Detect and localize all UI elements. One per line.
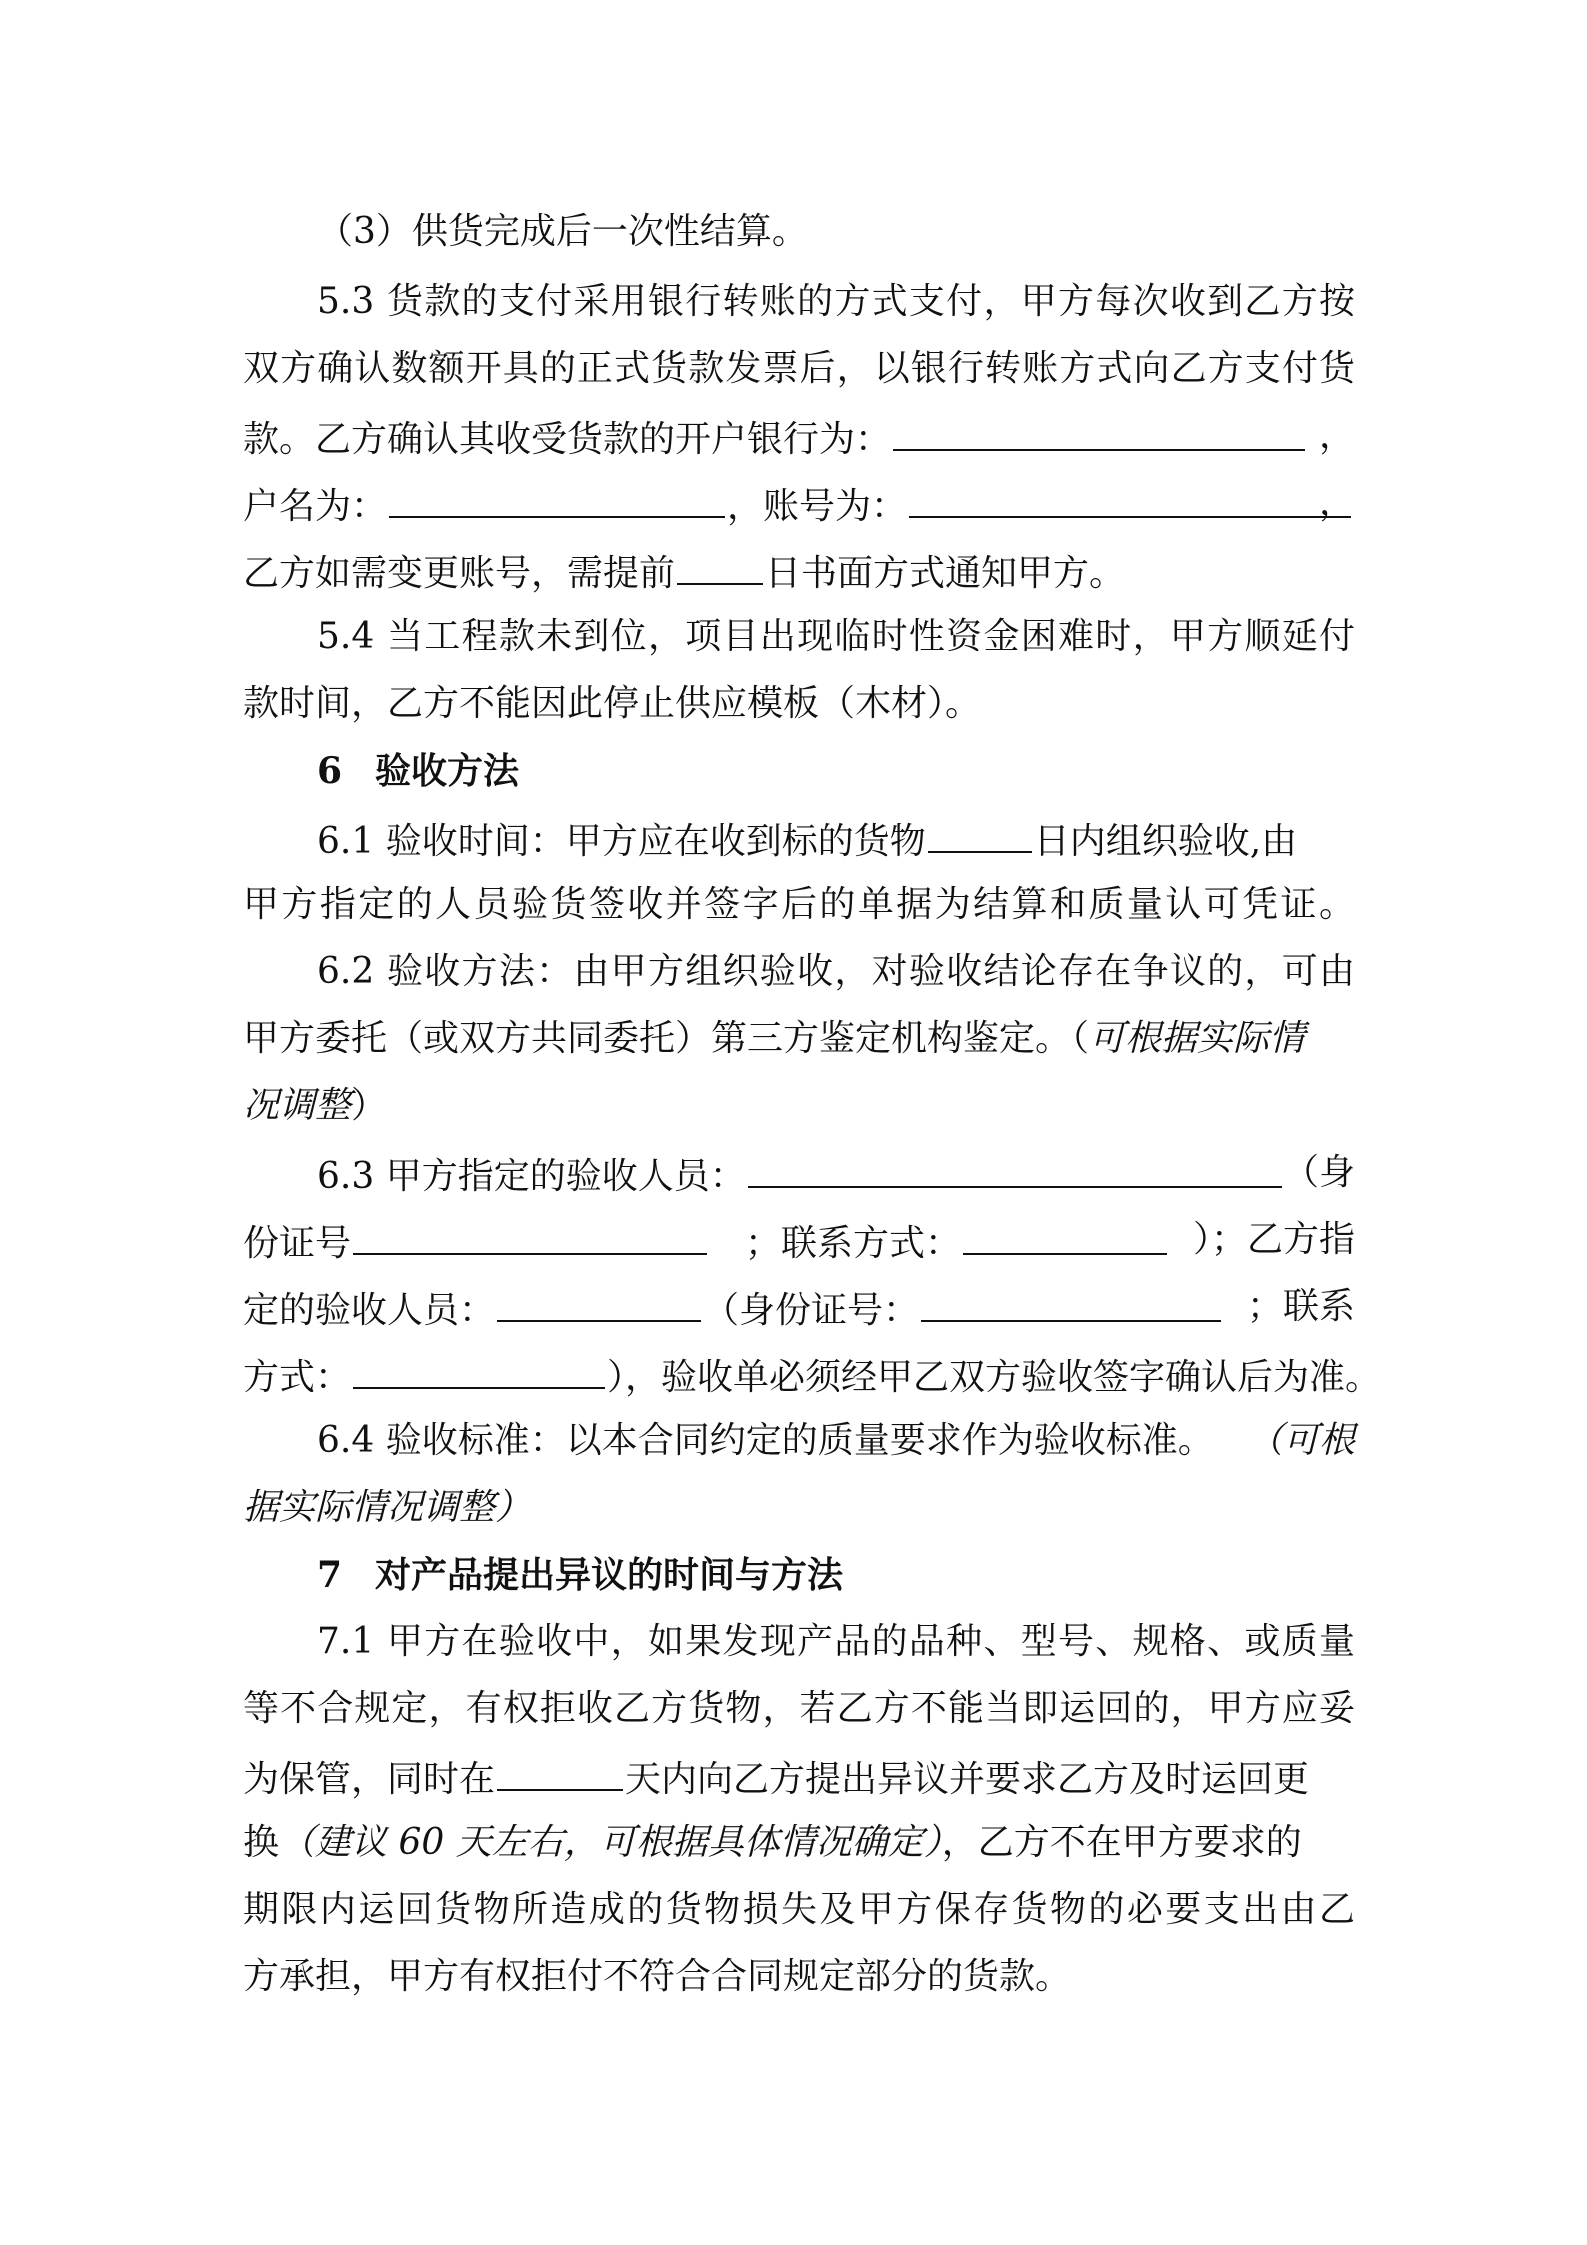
- objection-days-blank[interactable]: [497, 1749, 623, 1791]
- paragraph-5-4-line-1: 5.4 当工程款未到位，项目出现临时性资金困难时，甲方顺延付: [317, 616, 1355, 657]
- paragraph-7-1-line-3: 为保管，同时在 天内向乙方提出异议并要求乙方及时运回更: [243, 1749, 1355, 1803]
- bank-name-blank[interactable]: [893, 409, 1305, 451]
- paragraph-6-4-line-2: 据实际情况调整）: [243, 1487, 532, 1528]
- account-holder-blank[interactable]: [389, 476, 725, 518]
- paragraph-6-1-line-1: 6.1 验收时间：甲方应在收到标的货物 日内组织验收,由: [317, 811, 1355, 865]
- notice-days-blank[interactable]: [677, 543, 763, 585]
- paragraph-6-2-line-3: 况调整）: [243, 1085, 388, 1126]
- paragraph-7-1-line-2: 等不合规定，有权拒收乙方货物，若乙方不能当即运回的，甲方应妥: [243, 1688, 1355, 1729]
- account-number-blank[interactable]: [909, 476, 1351, 518]
- seller-contact-blank[interactable]: [353, 1347, 605, 1389]
- paragraph-7-1-line-1: 7.1 甲方在验收中，如果发现产品的品种、型号、规格、或质量: [317, 1621, 1355, 1662]
- section-heading-6: 6 验收方法: [317, 750, 520, 792]
- paragraph-6-3-line-4: 方式： ），验收单必须经甲乙双方验收签字确认后为准。: [243, 1347, 1355, 1401]
- buyer-contact-blank[interactable]: [963, 1213, 1167, 1255]
- paragraph-6-1-line-2: 甲方指定的人员验货签收并签字后的单据为结算和质量认可凭证。: [243, 884, 1355, 925]
- seller-id-number-blank[interactable]: [921, 1280, 1221, 1322]
- paragraph-6-3-line-3: 定的验收人员： （身份证号： ；联系: [243, 1280, 1355, 1334]
- paragraph-settlement-3: （3）供货完成后一次性结算。: [317, 211, 808, 252]
- paragraph-5-3-line-4: 户名为： ，账号为： ，: [243, 476, 1355, 530]
- paragraph-6-2-line-1: 6.2 验收方法：由甲方组织验收，对验收结论存在争议的，可由: [317, 951, 1355, 992]
- paragraph-5-3-line-2: 双方确认数额开具的正式货款发票后，以银行转账方式向乙方支付货: [243, 348, 1355, 389]
- paragraph-7-1-line-5: 期限内运回货物所造成的货物损失及甲方保存货物的必要支出由乙: [243, 1889, 1355, 1930]
- paragraph-5-3-line-3: 款。乙方确认其收受货款的开户银行为： ，: [243, 409, 1355, 463]
- paragraph-6-3-line-1: 6.3 甲方指定的验收人员： （身: [317, 1146, 1355, 1200]
- buyer-id-number-blank[interactable]: [353, 1213, 707, 1255]
- section-heading-7: 7 对产品提出异议的时间与方法: [317, 1554, 844, 1596]
- paragraph-6-4-line-1: 6.4 验收标准：以本合同约定的质量要求作为验收标准。 （可根: [317, 1420, 1355, 1461]
- paragraph-7-1-line-4: 换（建议 60 天左右，可根据具体情况确定），乙方不在甲方要求的: [243, 1822, 1302, 1863]
- seller-inspector-blank[interactable]: [497, 1280, 701, 1322]
- buyer-inspector-blank[interactable]: [748, 1146, 1282, 1188]
- paragraph-6-3-line-2: 份证号 ；联系方式： ）；乙方指: [243, 1213, 1355, 1267]
- inspection-days-blank[interactable]: [928, 811, 1032, 853]
- paragraph-5-4-line-2: 款时间，乙方不能因此停止供应模板（木材）。: [243, 683, 982, 724]
- paragraph-6-2-line-2: 甲方委托（或双方共同委托）第三方鉴定机构鉴定。（可根据实际情: [243, 1018, 1306, 1059]
- paragraph-5-3-line-5: 乙方如需变更账号，需提前 日书面方式通知甲方。: [243, 543, 1355, 597]
- paragraph-7-1-line-6: 方承担，甲方有权拒付不符合合同规定部分的货款。: [243, 1956, 1072, 1997]
- paragraph-5-3-line-1: 5.3 货款的支付采用银行转账的方式支付，甲方每次收到乙方按: [317, 281, 1355, 322]
